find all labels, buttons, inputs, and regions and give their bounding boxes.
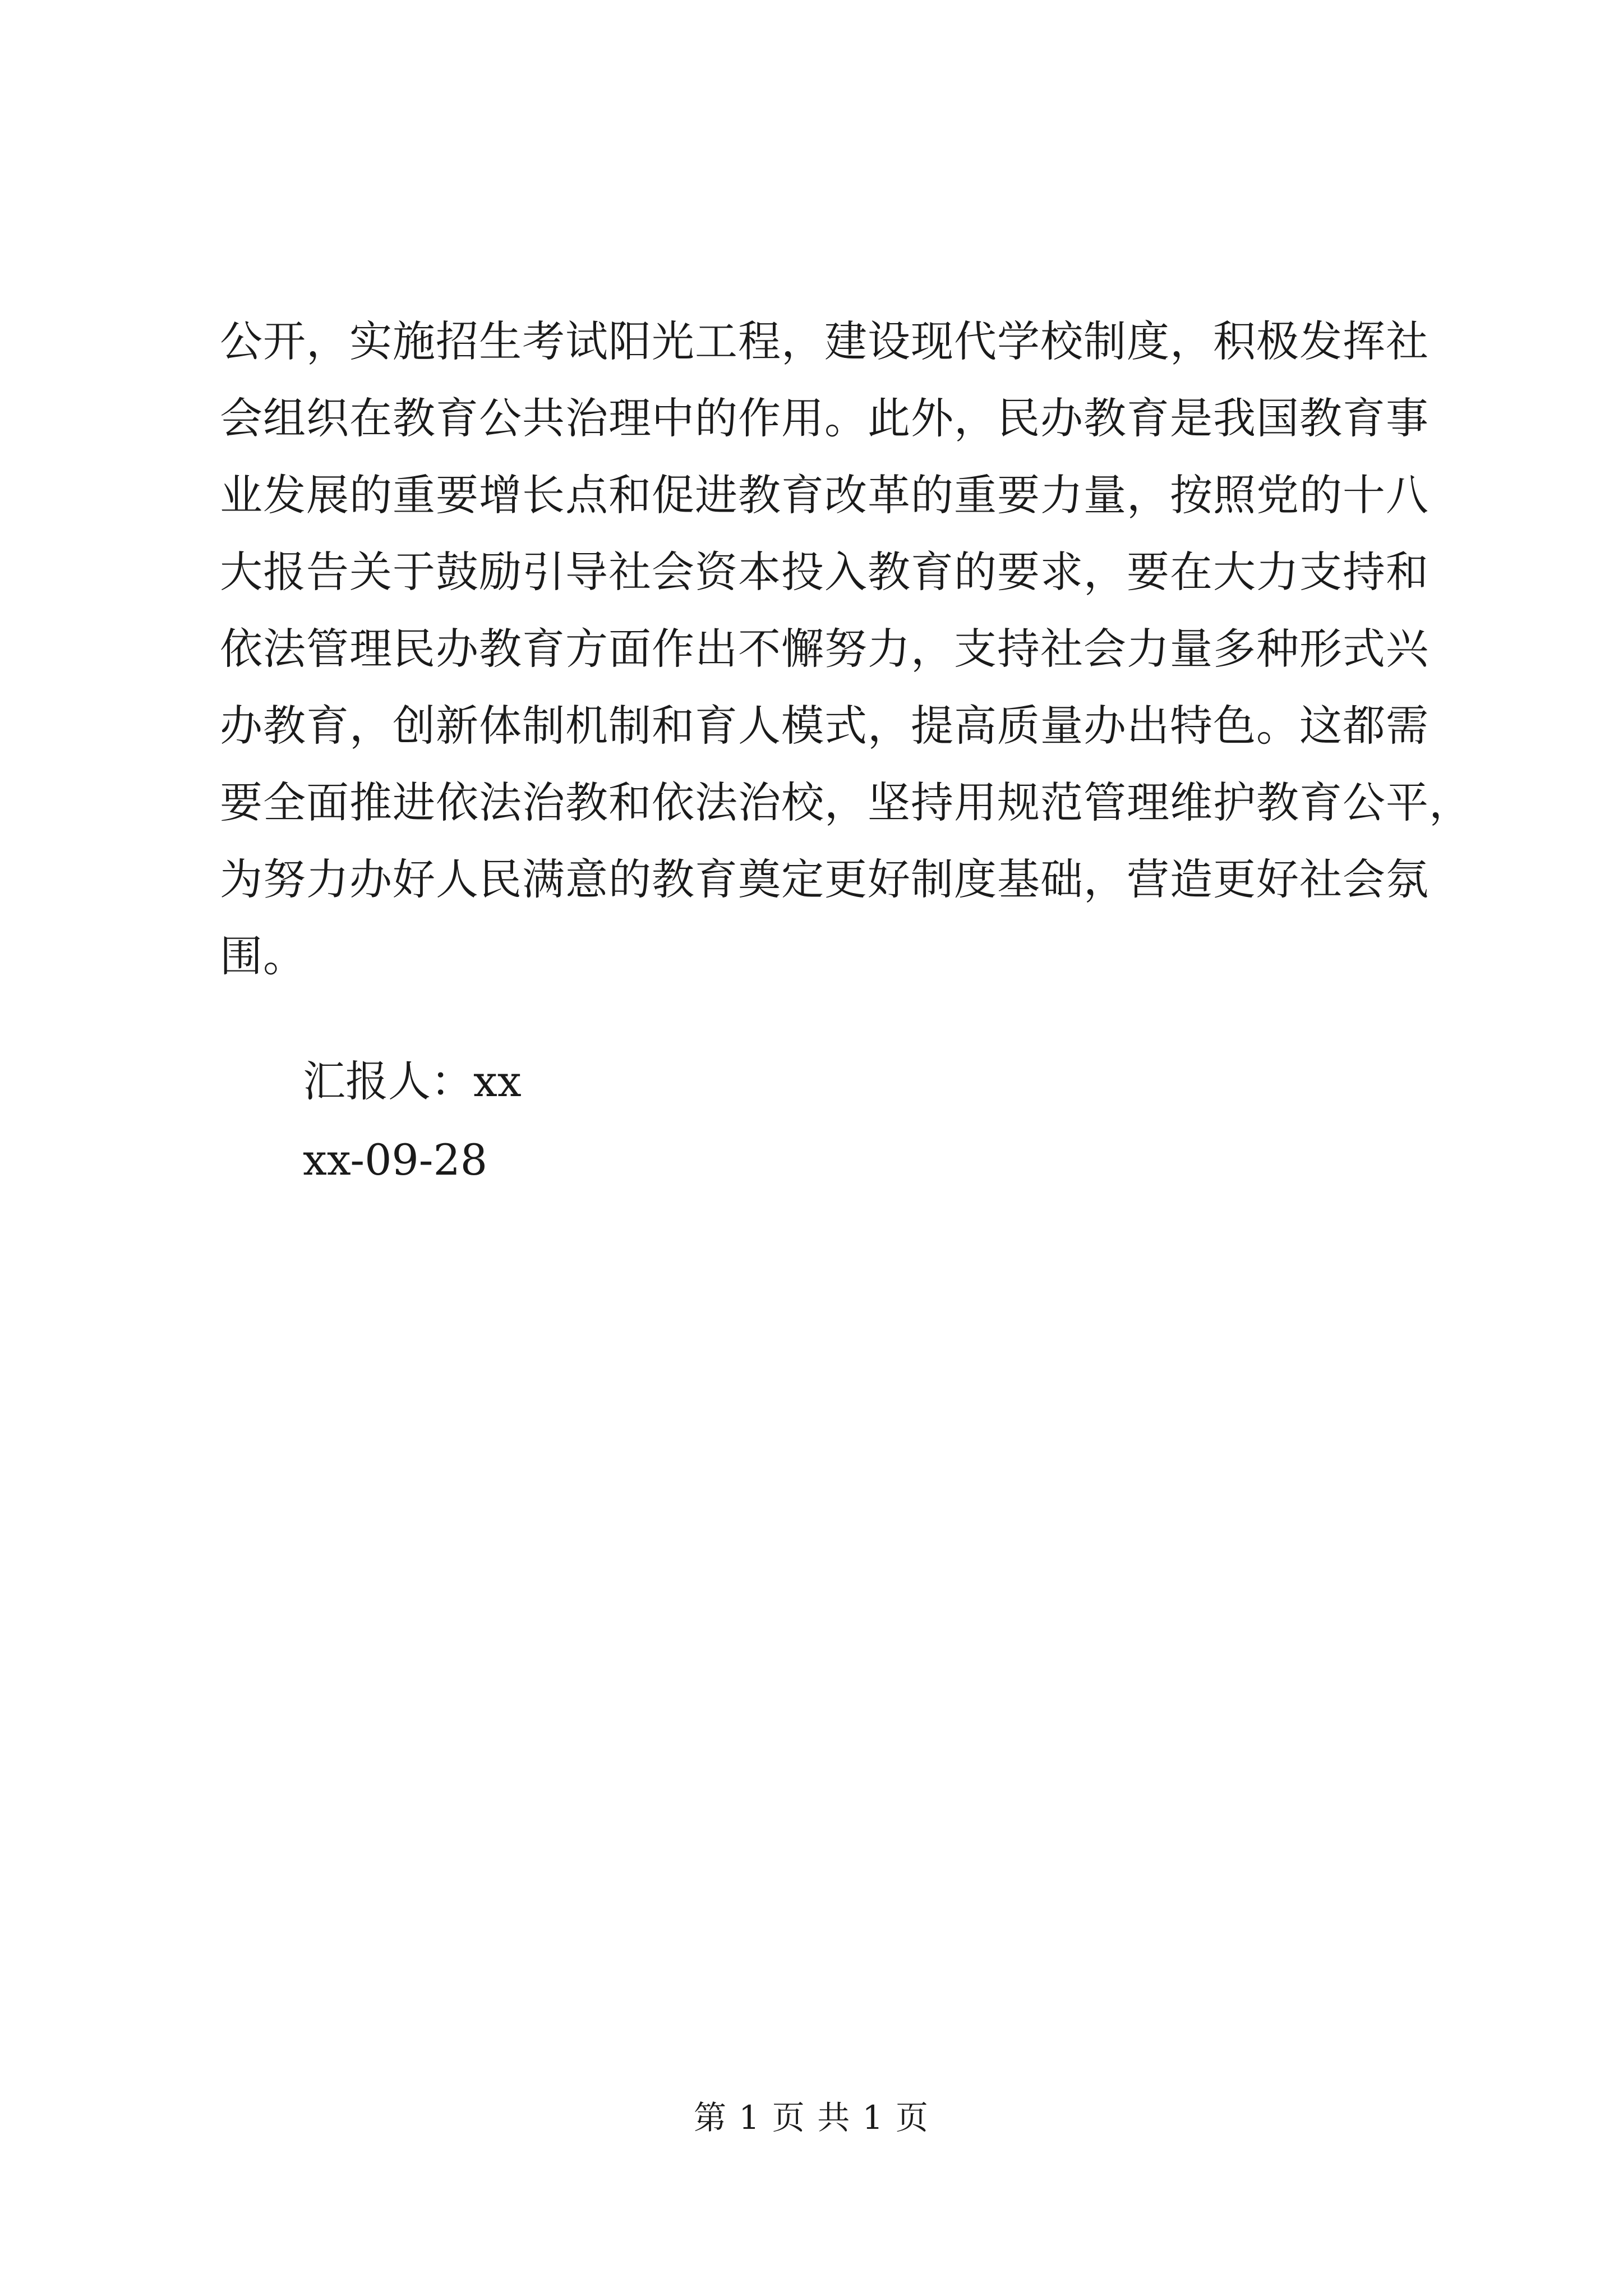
paragraph-line: 依法管理民办教育方面作出不懈努力，支持社会力量多种形式兴 [220,624,1429,674]
page-footer: 第 1 页 共 1 页 [694,2099,929,2137]
paragraph-line: 会组织在教育公共治理中的作用。此外，民办教育是我国教育事 [220,393,1429,443]
paragraph-line: 公开，实施招生考试阳光工程，建设现代学校制度，积极发挥社 [220,316,1429,366]
paragraph-line: 大报告关于鼓励引导社会资本投入教育的要求，要在大力支持和 [220,547,1429,597]
reporter-line: 汇报人：xx [303,1056,522,1106]
signature-block [303,1042,522,1199]
paragraph-line: 要全面推进依法治教和依法治校，坚持用规范管理维护教育公平， [220,777,1472,827]
report-date: xx-09-28 [303,1135,488,1185]
body-paragraph [220,303,1472,995]
paragraph-line: 为努力办好人民满意的教育奠定更好制度基础，营造更好社会氛 [220,854,1429,904]
paragraph-line: 围。 [220,931,306,981]
paragraph-line: 办教育，创新体制机制和育人模式，提高质量办出特色。这都需 [220,701,1429,751]
paragraph-line: 业发展的重要增长点和促进教育改革的重要力量，按照党的十八 [220,470,1429,520]
